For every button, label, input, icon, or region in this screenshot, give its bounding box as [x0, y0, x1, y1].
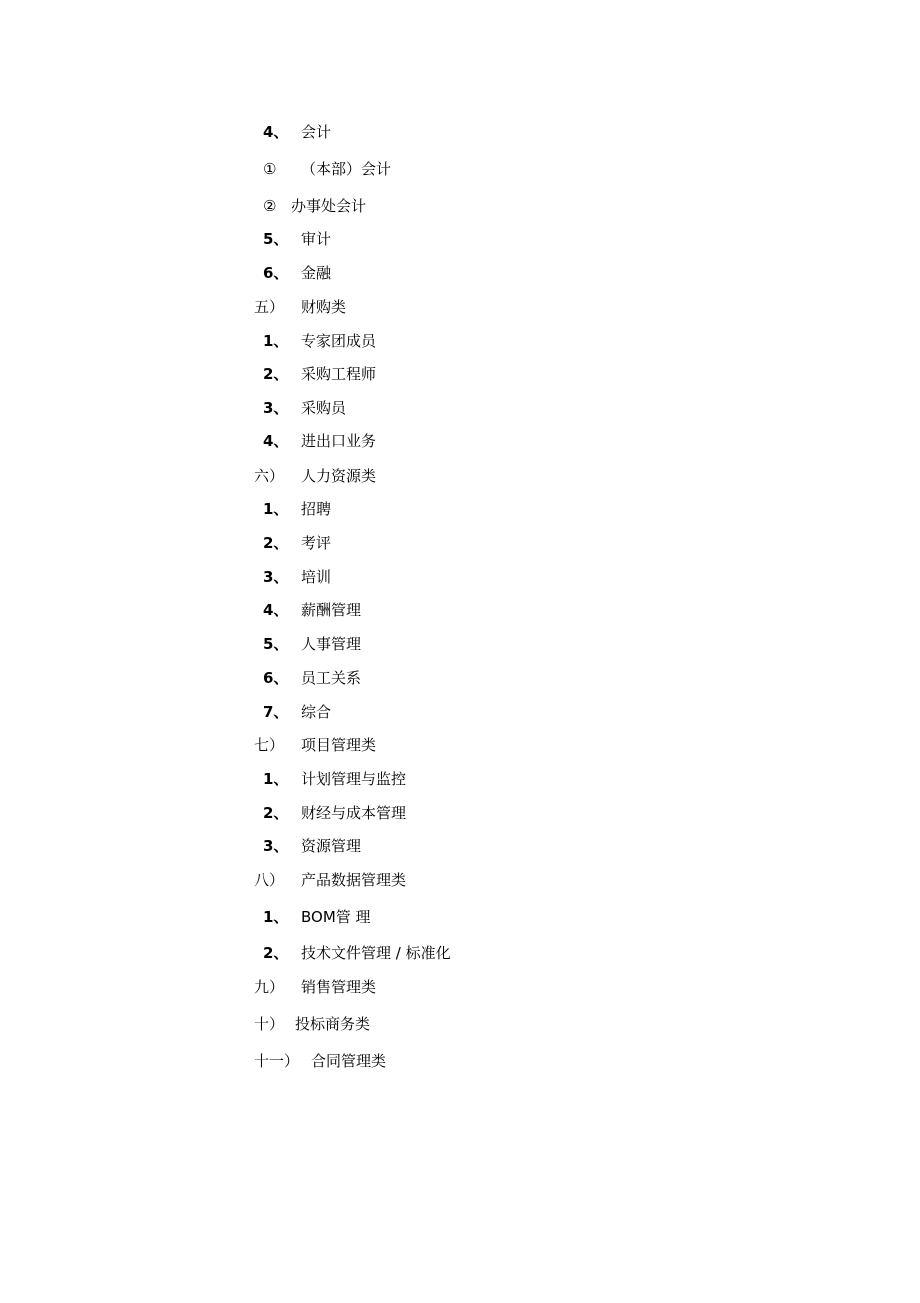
item-number: 5、	[263, 635, 289, 653]
item-text: 招聘	[301, 500, 332, 518]
item-number: 1、	[263, 908, 289, 926]
item-number: 3、	[263, 399, 289, 417]
section-title: 销售管理类	[301, 978, 377, 996]
item-number: 2、	[263, 365, 289, 383]
section-number: 六）	[254, 467, 285, 485]
section-number: 十）	[254, 1015, 285, 1033]
item-number: 2、	[263, 944, 289, 962]
item-text: 办事处会计	[291, 197, 367, 215]
section-number: 五）	[254, 298, 285, 316]
section-title: 人力资源类	[301, 467, 377, 485]
item-number: 2、	[263, 534, 289, 552]
item-number: 2、	[263, 804, 289, 822]
item-number: 6、	[263, 669, 289, 687]
item-text: 采购工程师	[301, 365, 377, 383]
section-number: 八）	[254, 871, 285, 889]
section-number: 七）	[254, 736, 285, 754]
item-text: 进出口业务	[301, 432, 377, 450]
section-title: 产品数据管理类	[301, 871, 407, 889]
item-number: 1、	[263, 332, 289, 350]
section-number: 九）	[254, 978, 285, 996]
item-text: 综合	[301, 703, 332, 721]
item-number: 5、	[263, 230, 289, 248]
item-text: 会计	[301, 123, 332, 141]
section-title: 财购类	[301, 298, 347, 316]
item-text: 技术文件管理 / 标准化	[301, 944, 451, 962]
item-text: BOM管 理	[301, 908, 371, 926]
section-title: 投标商务类	[295, 1015, 371, 1033]
item-text: 金融	[301, 264, 332, 282]
item-number: 4、	[263, 123, 289, 141]
item-text: 考评	[301, 534, 332, 552]
item-number: 1、	[263, 500, 289, 518]
section-number: 十一）	[254, 1052, 300, 1070]
item-text: （本部）会计	[301, 160, 392, 178]
item-text: 审计	[301, 230, 332, 248]
item-text: 采购员	[301, 399, 347, 417]
item-text: 员工关系	[301, 669, 362, 687]
item-number: ①	[263, 160, 277, 178]
item-number: 7、	[263, 703, 289, 721]
item-text: 专家团成员	[301, 332, 377, 350]
section-title: 项目管理类	[301, 736, 377, 754]
item-text: 薪酬管理	[301, 601, 362, 619]
item-text: 人事管理	[301, 635, 362, 653]
item-number: 3、	[263, 568, 289, 586]
section-title: 合同管理类	[311, 1052, 387, 1070]
item-number: 1、	[263, 770, 289, 788]
item-text: 计划管理与监控	[301, 770, 407, 788]
item-text: 资源管理	[301, 837, 362, 855]
item-text: 培训	[301, 568, 332, 586]
item-number: 6、	[263, 264, 289, 282]
item-number: 4、	[263, 432, 289, 450]
item-text: 财经与成本管理	[301, 804, 407, 822]
item-number: ②	[263, 197, 277, 215]
item-number: 3、	[263, 837, 289, 855]
item-number: 4、	[263, 601, 289, 619]
